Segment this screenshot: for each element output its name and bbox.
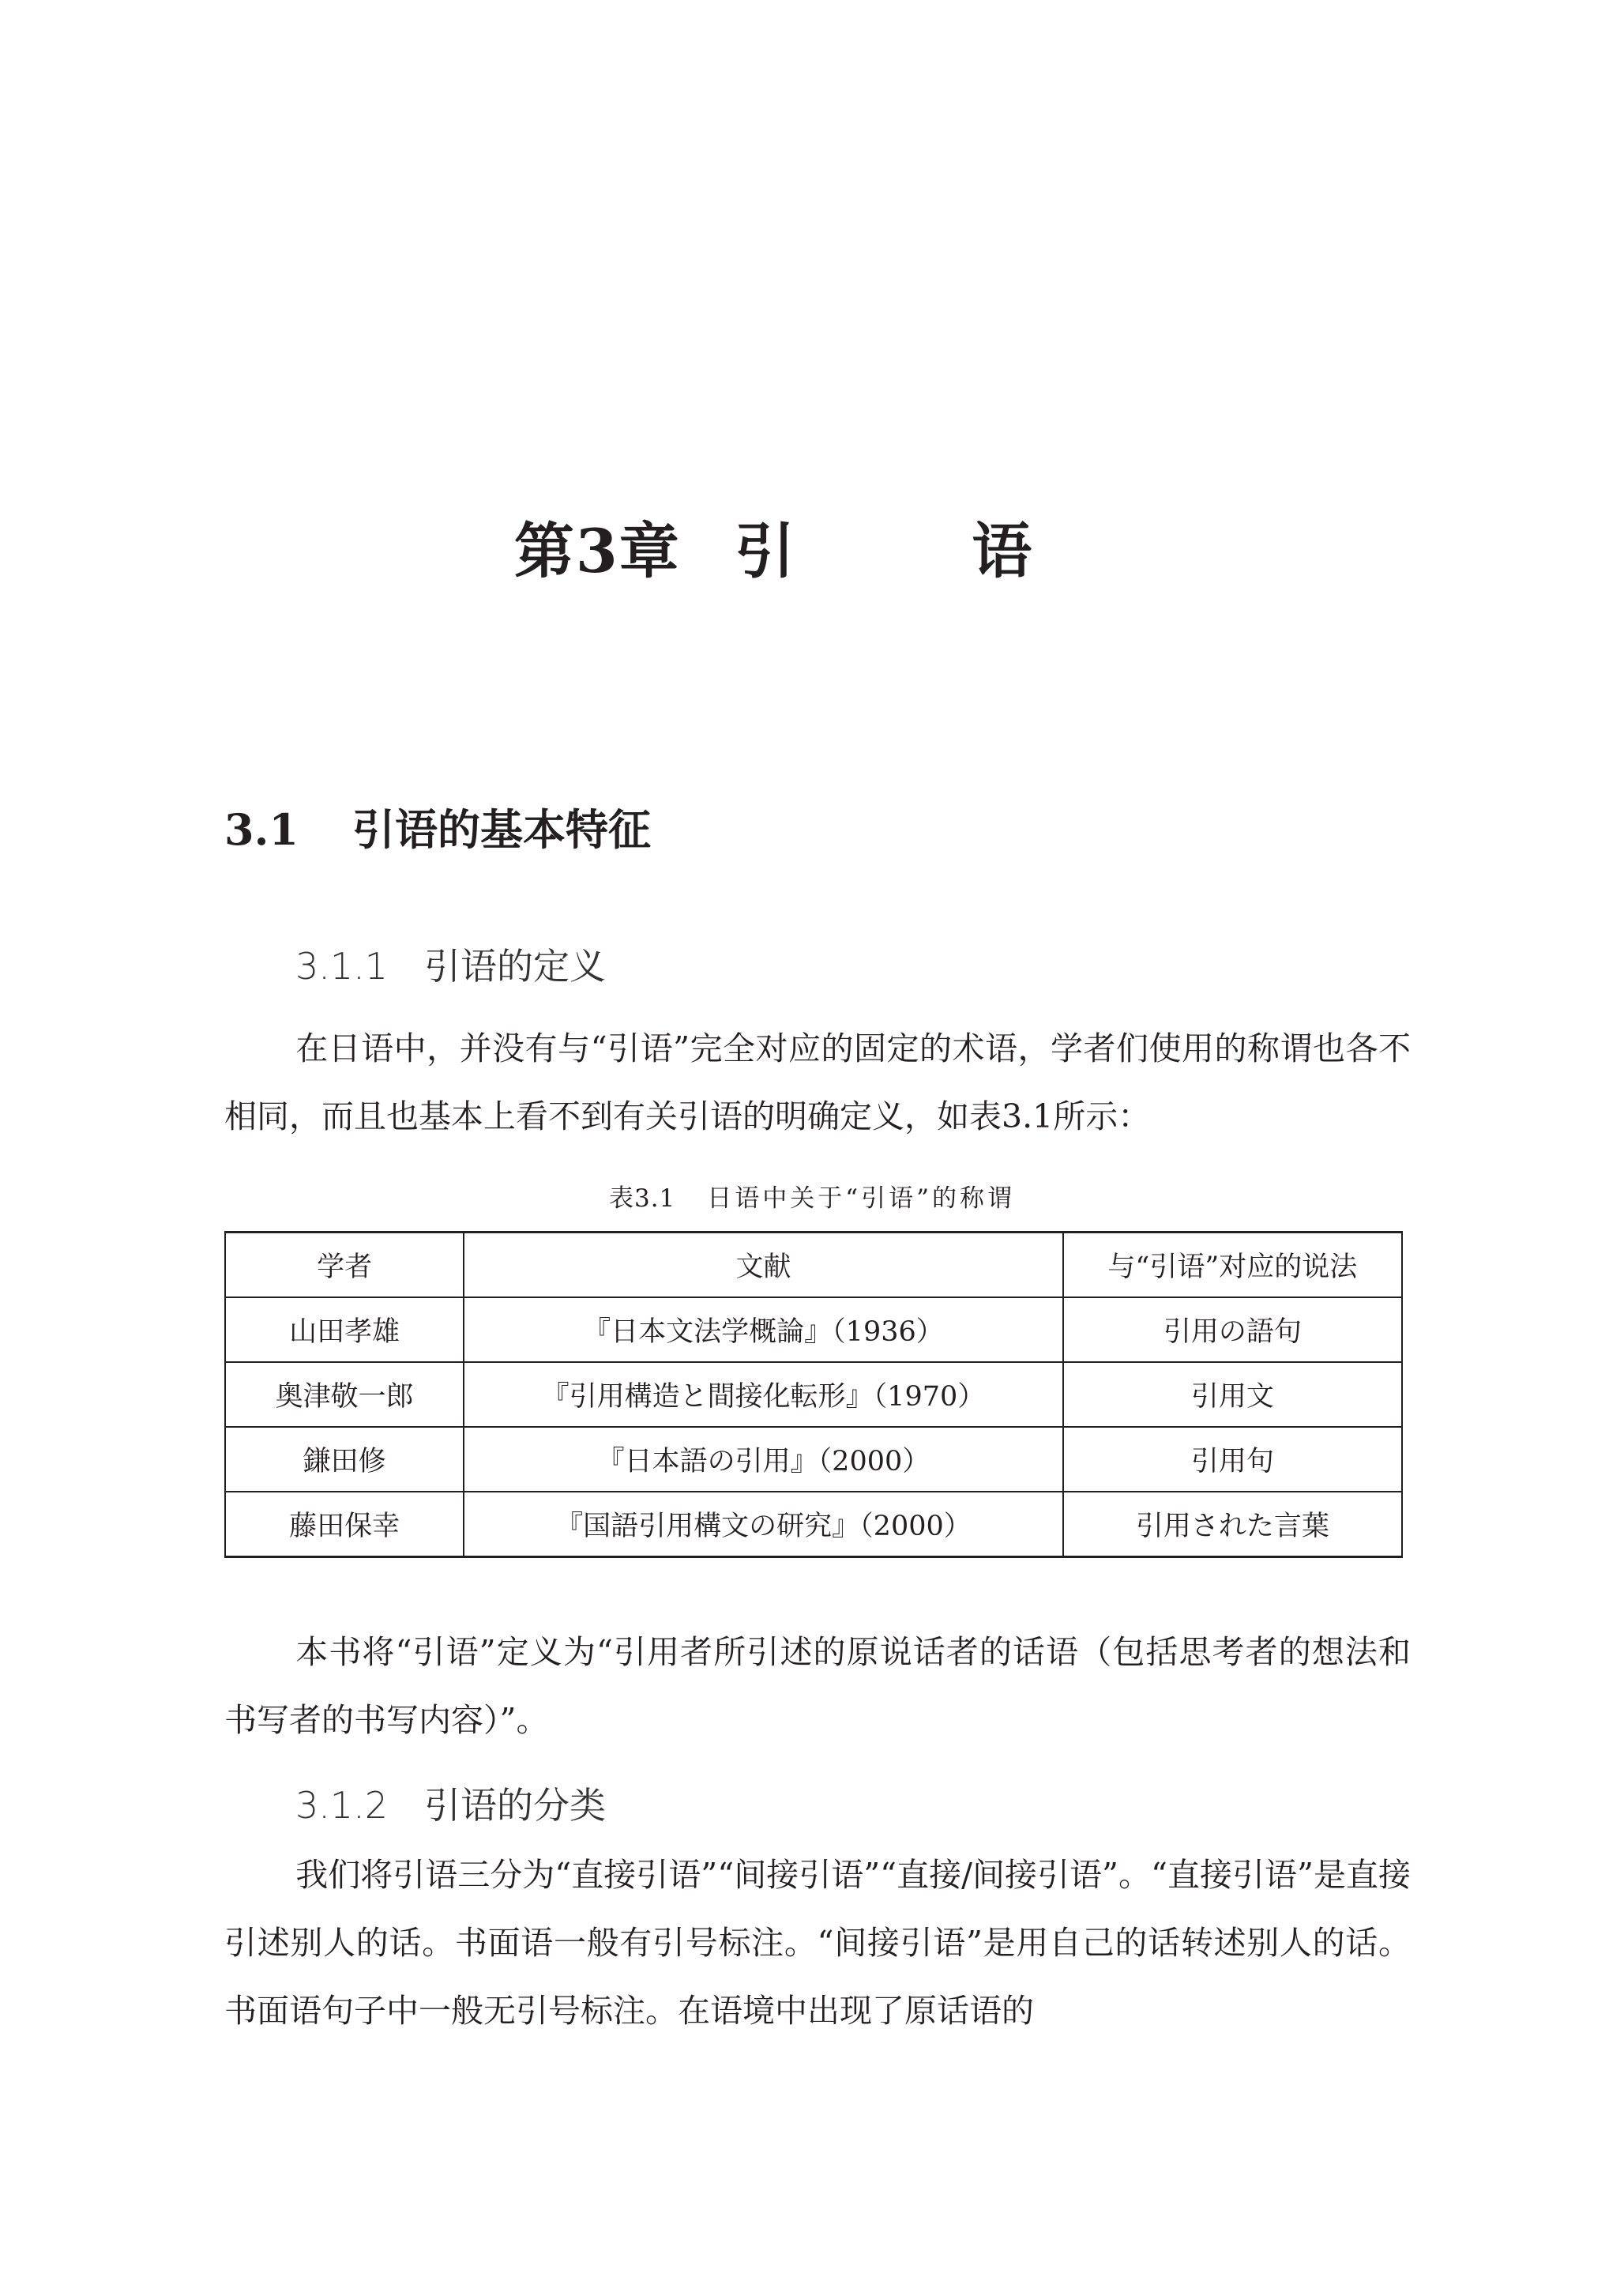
subsection-title: 引语的定义 [424, 945, 607, 988]
cell-term: 引用句 [1063, 1427, 1402, 1492]
table-caption-label: 表3.1 [608, 1184, 676, 1213]
table-caption [0, 1180, 1624, 1217]
cell-work: 『国語引用構文の研究』（2000） [464, 1492, 1062, 1557]
chapter-name: 引 语 [735, 516, 1111, 586]
cell-scholar: 鎌田修 [225, 1427, 464, 1492]
terminology-table [224, 1231, 1403, 1558]
cell-work: 『日本語の引用』（2000） [464, 1427, 1062, 1492]
table-row [225, 1427, 1402, 1492]
table-row [225, 1492, 1402, 1557]
section-title: 引语的基本特征 [351, 805, 651, 855]
cell-work: 『日本文法学概論』（1936） [464, 1297, 1062, 1362]
subsection-heading-classification [295, 1779, 606, 1831]
table-row [225, 1362, 1402, 1427]
section-heading [224, 798, 651, 862]
chapter-number: 第3章 [513, 516, 681, 586]
cell-work: 『引用構造と間接化転形』（1970） [464, 1362, 1062, 1427]
cell-term: 引用された言葉 [1063, 1492, 1402, 1557]
paragraph-definition: 本书将“引语”定义为“引用者所引述的原说话者的话语（包括思考者的想法和书写者的书写内容）”。 [224, 1633, 1411, 1739]
table-caption-title: 日语中关于“引语”的称谓 [707, 1184, 1015, 1213]
chapter-title [0, 512, 1624, 591]
cell-term: 引用文 [1063, 1362, 1402, 1427]
cell-scholar: 山田孝雄 [225, 1297, 464, 1362]
cell-term: 引用の語句 [1063, 1297, 1402, 1362]
header-scholar: 学者 [225, 1233, 464, 1298]
section-number: 3.1 [224, 804, 299, 855]
subsection-number: 3.1.1 [295, 945, 389, 988]
header-work: 文献 [464, 1233, 1062, 1298]
header-term: 与“引语”对应的说法 [1063, 1233, 1402, 1298]
subsection-title: 引语的分类 [424, 1784, 607, 1827]
cell-scholar: 奥津敬一郎 [225, 1362, 464, 1427]
table-row [225, 1297, 1402, 1362]
subsection-heading-definition [295, 940, 606, 992]
cell-scholar: 藤田保幸 [225, 1492, 464, 1557]
subsection-number: 3.1.2 [295, 1784, 389, 1827]
paragraph-intro: 在日语中，并没有与“引语”完全对应的固定的术语，学者们使用的称谓也各不相同，而且也基本上看不到有关引语的明确定义，如表3.1所示： [224, 1029, 1411, 1135]
table-header-row [225, 1233, 1402, 1298]
paragraph-classification: 我们将引语三分为“直接引语”“间接引语”“直接/间接引语”。“直接引语”是直接引述别人的话。书面语一般有引号标注。“间接引语”是用自己的话转述别人的话。书面语句子中一般无引号标注。在语境中出现了原话语的 [224, 1856, 1411, 2030]
